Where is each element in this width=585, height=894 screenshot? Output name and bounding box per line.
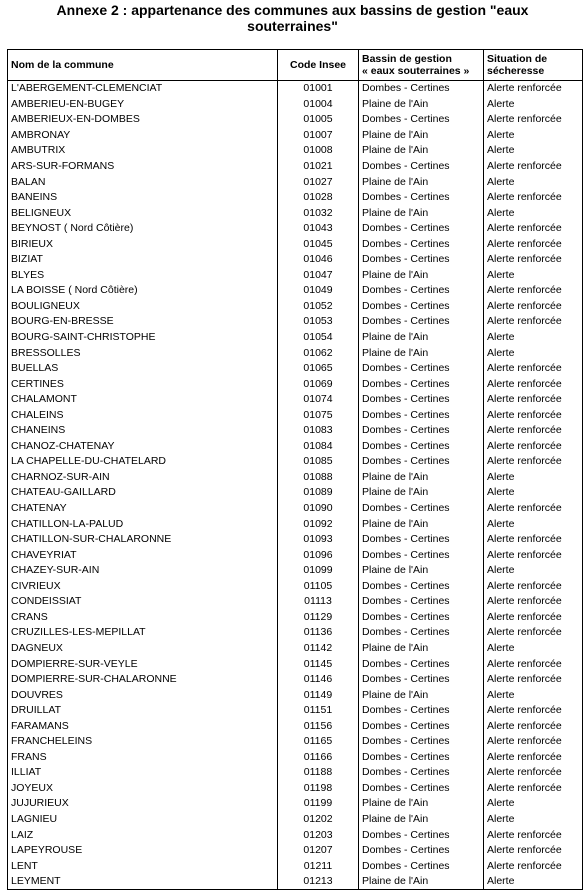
situation-cell: Alerte renforcée [484,361,583,377]
code-insee-cell: 01054 [278,330,359,346]
code-insee-cell: 01088 [278,470,359,486]
table-row [8,843,583,859]
code-insee-cell: 01198 [278,781,359,797]
commune-cell: CIVRIEUX [8,579,278,595]
commune-cell: DOUVRES [8,687,278,703]
code-insee-cell: 01211 [278,858,359,874]
code-insee-cell: 01047 [278,268,359,284]
bassin-cell: Dombes - Certines [359,361,484,377]
table-row [8,781,583,797]
commune-cell: BIRIEUX [8,236,278,252]
commune-cell: CHATILLON-SUR-CHALARONNE [8,532,278,548]
bassin-cell: Dombes - Certines [359,610,484,626]
commune-cell: BIZIAT [8,252,278,268]
table-row [8,97,583,113]
situation-cell: Alerte renforcée [484,221,583,237]
commune-cell: BEYNOST ( Nord Côtière) [8,221,278,237]
table-header [8,50,583,81]
bassin-cell: Dombes - Certines [359,407,484,423]
table-row [8,656,583,672]
bassin-cell: Dombes - Certines [359,781,484,797]
bassin-cell: Dombes - Certines [359,579,484,595]
commune-cell: CHATILLON-LA-PALUD [8,516,278,532]
situation-cell: Alerte renforcée [484,532,583,548]
code-insee-cell: 01027 [278,174,359,190]
code-insee-cell: 01146 [278,672,359,688]
bassin-cell: Plaine de l'Ain [359,345,484,361]
code-insee-cell: 01021 [278,159,359,175]
bassin-cell: Dombes - Certines [359,532,484,548]
situation-cell: Alerte [484,97,583,113]
bassin-cell: Plaine de l'Ain [359,812,484,828]
commune-cell: CHAVEYRIAT [8,547,278,563]
commune-cell: ARS-SUR-FORMANS [8,159,278,175]
situation-cell: Alerte renforcée [484,407,583,423]
bassin-cell: Dombes - Certines [359,299,484,315]
code-insee-cell: 01145 [278,656,359,672]
commune-cell: BALAN [8,174,278,190]
commune-cell: ILLIAT [8,765,278,781]
table-row [8,532,583,548]
table-row [8,718,583,734]
table-row [8,268,583,284]
bassin-cell: Dombes - Certines [359,718,484,734]
commune-cell: LAPEYROUSE [8,843,278,859]
table-row [8,812,583,828]
code-insee-cell: 01008 [278,143,359,159]
table-row [8,703,583,719]
commune-cell: DAGNEUX [8,641,278,657]
bassin-cell: Dombes - Certines [359,190,484,206]
situation-cell: Alerte renforcée [484,159,583,175]
table-row [8,205,583,221]
code-insee-cell: 01207 [278,843,359,859]
bassin-cell: Dombes - Certines [359,656,484,672]
header-situation-line-1: Situation de [487,53,548,65]
bassin-cell: Dombes - Certines [359,765,484,781]
situation-cell: Alerte renforcée [484,750,583,766]
bassin-cell: Dombes - Certines [359,625,484,641]
communes-table [7,49,583,890]
code-insee-cell: 01149 [278,687,359,703]
code-insee-cell: 01083 [278,423,359,439]
bassin-cell: Plaine de l'Ain [359,174,484,190]
commune-cell: BOURG-SAINT-CHRISTOPHE [8,330,278,346]
commune-cell: AMBERIEUX-EN-DOMBES [8,112,278,128]
situation-cell: Alerte renforcée [484,610,583,626]
bassin-cell: Dombes - Certines [359,547,484,563]
situation-cell: Alerte renforcée [484,703,583,719]
table-row [8,252,583,268]
bassin-cell: Plaine de l'Ain [359,874,484,890]
situation-cell: Alerte [484,874,583,890]
bassin-cell: Dombes - Certines [359,283,484,299]
table-row [8,221,583,237]
situation-cell: Alerte [484,174,583,190]
bassin-cell: Plaine de l'Ain [359,268,484,284]
table-row [8,594,583,610]
commune-cell: LA BOISSE ( Nord Côtière) [8,283,278,299]
table-row [8,501,583,517]
situation-cell: Alerte renforcée [484,625,583,641]
commune-cell: FARAMANS [8,718,278,734]
code-insee-cell: 01069 [278,376,359,392]
table-row [8,734,583,750]
situation-cell: Alerte renforcée [484,236,583,252]
situation-cell: Alerte renforcée [484,454,583,470]
commune-cell: BOULIGNEUX [8,299,278,315]
table-row [8,485,583,501]
situation-cell: Alerte [484,205,583,221]
situation-cell: Alerte [484,330,583,346]
bassin-cell: Plaine de l'Ain [359,330,484,346]
table-row [8,672,583,688]
commune-cell: CRUZILLES-LES-MEPILLAT [8,625,278,641]
situation-cell: Alerte renforcée [484,314,583,330]
situation-cell: Alerte renforcée [484,252,583,268]
commune-cell: DOMPIERRE-SUR-VEYLE [8,656,278,672]
commune-cell: AMBRONAY [8,128,278,144]
bassin-cell: Dombes - Certines [359,501,484,517]
bassin-cell: Dombes - Certines [359,454,484,470]
code-insee-cell: 01062 [278,345,359,361]
code-insee-cell: 01105 [278,579,359,595]
code-insee-cell: 01065 [278,361,359,377]
situation-cell: Alerte renforcée [484,858,583,874]
code-insee-cell: 01045 [278,236,359,252]
bassin-cell: Dombes - Certines [359,703,484,719]
commune-cell: JUJURIEUX [8,796,278,812]
situation-cell: Alerte [484,796,583,812]
code-insee-cell: 01032 [278,205,359,221]
bassin-cell: Plaine de l'Ain [359,563,484,579]
table-row [8,376,583,392]
table-row [8,81,583,97]
situation-cell: Alerte renforcée [484,501,583,517]
code-insee-cell: 01188 [278,765,359,781]
commune-cell: CHALEINS [8,407,278,423]
header-situation-line-2: sécheresse [487,65,545,77]
code-insee-cell: 01005 [278,112,359,128]
situation-cell: Alerte renforcée [484,656,583,672]
code-insee-cell: 01089 [278,485,359,501]
code-insee-cell: 01084 [278,439,359,455]
table-row [8,423,583,439]
table-row [8,299,583,315]
table-row [8,874,583,890]
commune-cell: JOYEUX [8,781,278,797]
code-insee-cell: 01043 [278,221,359,237]
table-row [8,190,583,206]
commune-cell: BOURG-EN-BRESSE [8,314,278,330]
code-insee-cell: 01203 [278,827,359,843]
table-row [8,314,583,330]
commune-cell: LAGNIEU [8,812,278,828]
table-row [8,641,583,657]
bassin-cell: Plaine de l'Ain [359,641,484,657]
table-row [8,143,583,159]
code-insee-cell: 01001 [278,81,359,97]
bassin-cell: Dombes - Certines [359,843,484,859]
commune-cell: FRANCHELEINS [8,734,278,750]
bassin-cell: Plaine de l'Ain [359,97,484,113]
situation-cell: Alerte [484,687,583,703]
table-row [8,796,583,812]
bassin-cell: Dombes - Certines [359,221,484,237]
commune-cell: BUELLAS [8,361,278,377]
code-insee-cell: 01113 [278,594,359,610]
code-insee-cell: 01202 [278,812,359,828]
bassin-cell: Dombes - Certines [359,81,484,97]
table-row [8,330,583,346]
code-insee-cell: 01085 [278,454,359,470]
bassin-cell: Dombes - Certines [359,376,484,392]
commune-cell: LEYMENT [8,874,278,890]
situation-cell: Alerte [484,641,583,657]
commune-cell: DOMPIERRE-SUR-CHALARONNE [8,672,278,688]
table-row [8,361,583,377]
bassin-cell: Dombes - Certines [359,750,484,766]
bassin-cell: Dombes - Certines [359,439,484,455]
commune-cell: LA CHAPELLE-DU-CHATELARD [8,454,278,470]
situation-cell: Alerte renforcée [484,827,583,843]
table-row [8,563,583,579]
code-insee-cell: 01049 [278,283,359,299]
commune-cell: CHARNOZ-SUR-AIN [8,470,278,486]
situation-cell: Alerte renforcée [484,81,583,97]
commune-cell: BRESSOLLES [8,345,278,361]
header-commune: Nom de la commune [8,50,278,81]
table-row [8,610,583,626]
table-row [8,345,583,361]
table-row [8,579,583,595]
situation-cell: Alerte [484,485,583,501]
document-title [0,2,585,34]
table-row [8,283,583,299]
bassin-cell: Plaine de l'Ain [359,796,484,812]
situation-cell: Alerte renforcée [484,423,583,439]
table-row [8,858,583,874]
table-row [8,687,583,703]
title-line-1: Annexe 2 : appartenance des communes aux bassins de gestion "eaux [56,2,529,18]
bassin-cell: Dombes - Certines [359,314,484,330]
code-insee-cell: 01074 [278,392,359,408]
situation-cell: Alerte [484,812,583,828]
code-insee-cell: 01004 [278,97,359,113]
table-row [8,392,583,408]
situation-cell: Alerte renforcée [484,579,583,595]
table-row [8,407,583,423]
situation-cell: Alerte renforcée [484,283,583,299]
bassin-cell: Dombes - Certines [359,236,484,252]
commune-cell: CERTINES [8,376,278,392]
situation-cell: Alerte [484,143,583,159]
code-insee-cell: 01142 [278,641,359,657]
commune-cell: FRANS [8,750,278,766]
table-row [8,750,583,766]
situation-cell: Alerte renforcée [484,734,583,750]
table-row [8,765,583,781]
table-row [8,236,583,252]
situation-cell: Alerte [484,516,583,532]
situation-cell: Alerte [484,563,583,579]
code-insee-cell: 01199 [278,796,359,812]
bassin-cell: Dombes - Certines [359,734,484,750]
bassin-cell: Dombes - Certines [359,594,484,610]
table-row [8,439,583,455]
header-situation [484,50,583,81]
situation-cell: Alerte renforcée [484,672,583,688]
commune-cell: AMBERIEU-EN-BUGEY [8,97,278,113]
header-bassin-line-2: « eaux souterraines » [362,65,470,77]
bassin-cell: Dombes - Certines [359,252,484,268]
code-insee-cell: 01166 [278,750,359,766]
bassin-cell: Plaine de l'Ain [359,143,484,159]
bassin-cell: Dombes - Certines [359,423,484,439]
bassin-cell: Plaine de l'Ain [359,485,484,501]
code-insee-cell: 01053 [278,314,359,330]
bassin-cell: Dombes - Certines [359,827,484,843]
bassin-cell: Plaine de l'Ain [359,516,484,532]
table-row [8,159,583,175]
table-row [8,454,583,470]
table-row [8,516,583,532]
situation-cell: Alerte renforcée [484,112,583,128]
situation-cell: Alerte renforcée [484,843,583,859]
situation-cell: Alerte renforcée [484,190,583,206]
commune-cell: CHATEAU-GAILLARD [8,485,278,501]
code-insee-cell: 01007 [278,128,359,144]
bassin-cell: Dombes - Certines [359,672,484,688]
table-row [8,174,583,190]
bassin-cell: Plaine de l'Ain [359,687,484,703]
code-insee-cell: 01028 [278,190,359,206]
situation-cell: Alerte renforcée [484,376,583,392]
commune-cell: CHANOZ-CHATENAY [8,439,278,455]
table-row [8,547,583,563]
code-insee-cell: 01075 [278,407,359,423]
code-insee-cell: 01096 [278,547,359,563]
situation-cell: Alerte renforcée [484,781,583,797]
commune-cell: LAIZ [8,827,278,843]
code-insee-cell: 01165 [278,734,359,750]
code-insee-cell: 01151 [278,703,359,719]
situation-cell: Alerte [484,128,583,144]
table-row [8,827,583,843]
situation-cell: Alerte [484,470,583,486]
situation-cell: Alerte renforcée [484,765,583,781]
bassin-cell: Dombes - Certines [359,112,484,128]
commune-cell: BELIGNEUX [8,205,278,221]
code-insee-cell: 01090 [278,501,359,517]
table-row [8,112,583,128]
bassin-cell: Dombes - Certines [359,392,484,408]
code-insee-cell: 01156 [278,718,359,734]
situation-cell: Alerte renforcée [484,594,583,610]
code-insee-cell: 01099 [278,563,359,579]
situation-cell: Alerte renforcée [484,439,583,455]
situation-cell: Alerte [484,345,583,361]
situation-cell: Alerte [484,268,583,284]
table-row [8,470,583,486]
header-code-insee: Code Insee [278,50,359,81]
commune-cell: CONDEISSIAT [8,594,278,610]
commune-cell: CHAZEY-SUR-AIN [8,563,278,579]
commune-cell: BLYES [8,268,278,284]
commune-cell: CRANS [8,610,278,626]
code-insee-cell: 01213 [278,874,359,890]
code-insee-cell: 01093 [278,532,359,548]
situation-cell: Alerte renforcée [484,299,583,315]
commune-cell: CHALAMONT [8,392,278,408]
commune-cell: LENT [8,858,278,874]
situation-cell: Alerte renforcée [484,547,583,563]
code-insee-cell: 01052 [278,299,359,315]
header-bassin-line-1: Bassin de gestion [362,53,452,65]
header-bassin [359,50,484,81]
table-row [8,128,583,144]
header-row [8,50,583,81]
bassin-cell: Dombes - Certines [359,159,484,175]
commune-cell: BANEINS [8,190,278,206]
commune-cell: CHATENAY [8,501,278,517]
situation-cell: Alerte renforcée [484,718,583,734]
bassin-cell: Plaine de l'Ain [359,128,484,144]
commune-cell: L'ABERGEMENT-CLEMENCIAT [8,81,278,97]
commune-cell: CHANEINS [8,423,278,439]
bassin-cell: Dombes - Certines [359,858,484,874]
table-row [8,625,583,641]
table-body [8,81,583,890]
title-line-2: souterraines" [247,18,338,34]
situation-cell: Alerte renforcée [484,392,583,408]
commune-cell: AMBUTRIX [8,143,278,159]
commune-cell: DRUILLAT [8,703,278,719]
code-insee-cell: 01046 [278,252,359,268]
bassin-cell: Plaine de l'Ain [359,470,484,486]
bassin-cell: Plaine de l'Ain [359,205,484,221]
code-insee-cell: 01092 [278,516,359,532]
code-insee-cell: 01129 [278,610,359,626]
code-insee-cell: 01136 [278,625,359,641]
